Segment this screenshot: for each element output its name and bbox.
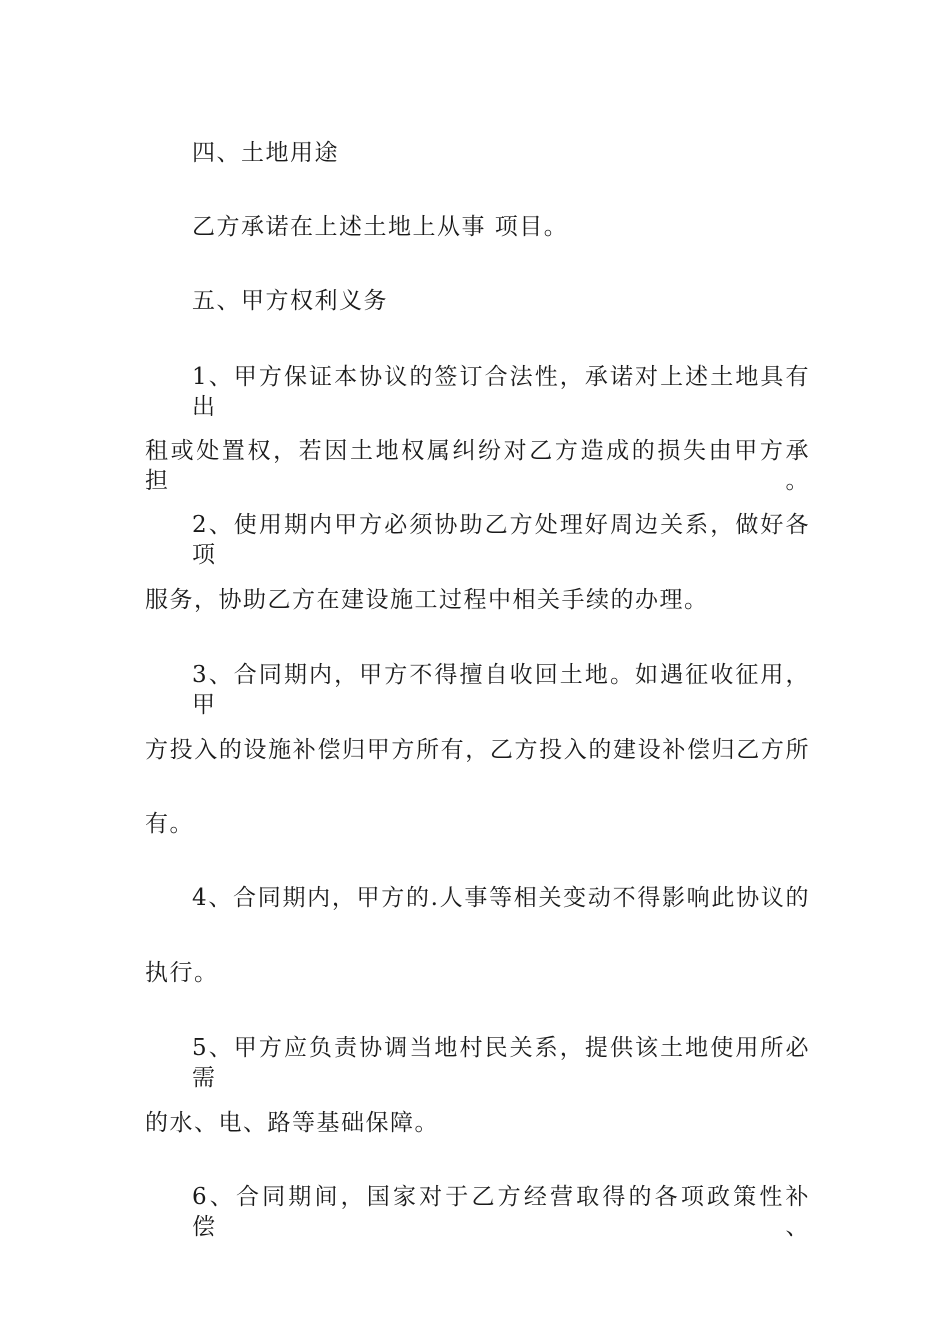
section-heading-party-a-rights: 五、甲方权利义务 [192, 288, 388, 314]
item-2-line-1: 2、使用期内甲方必须协助乙方处理好周边关系，做好各项 [192, 512, 810, 568]
paragraph-land-use: 乙方承诺在上述土地上从事 项目。 [192, 214, 569, 240]
item-4-line-1: 4、合同期内，甲方的.人事等相关变动不得影响此协议的 [192, 885, 810, 911]
item-5-line-1: 5、甲方应负责协调当地村民关系，提供该土地使用所必需 [192, 1035, 810, 1091]
item-3-line-1: 3、合同期内，甲方不得擅自收回土地。如遇征收征用，甲 [192, 662, 810, 718]
item-4-line-2: 执行。 [145, 960, 219, 986]
section-heading-land-use: 四、土地用途 [192, 140, 339, 166]
item-6-line-1: 6、合同期间，国家对于乙方经营取得的各项政策性补偿、 [192, 1184, 810, 1240]
item-3-line-3: 有。 [145, 811, 194, 837]
item-2-line-2: 服务，协助乙方在建设施工过程中相关手续的办理。 [145, 587, 709, 613]
item-1-line-2: 租或处置权，若因土地权属纠纷对乙方造成的损失由甲方承担。 [145, 438, 810, 494]
item-5-line-2: 的水、电、路等基础保障。 [145, 1110, 439, 1136]
item-3-line-2: 方投入的设施补偿归甲方所有，乙方投入的建设补偿归乙方所 [145, 737, 810, 763]
item-1-line-1: 1、甲方保证本协议的签订合法性，承诺对上述土地具有出 [192, 364, 810, 420]
